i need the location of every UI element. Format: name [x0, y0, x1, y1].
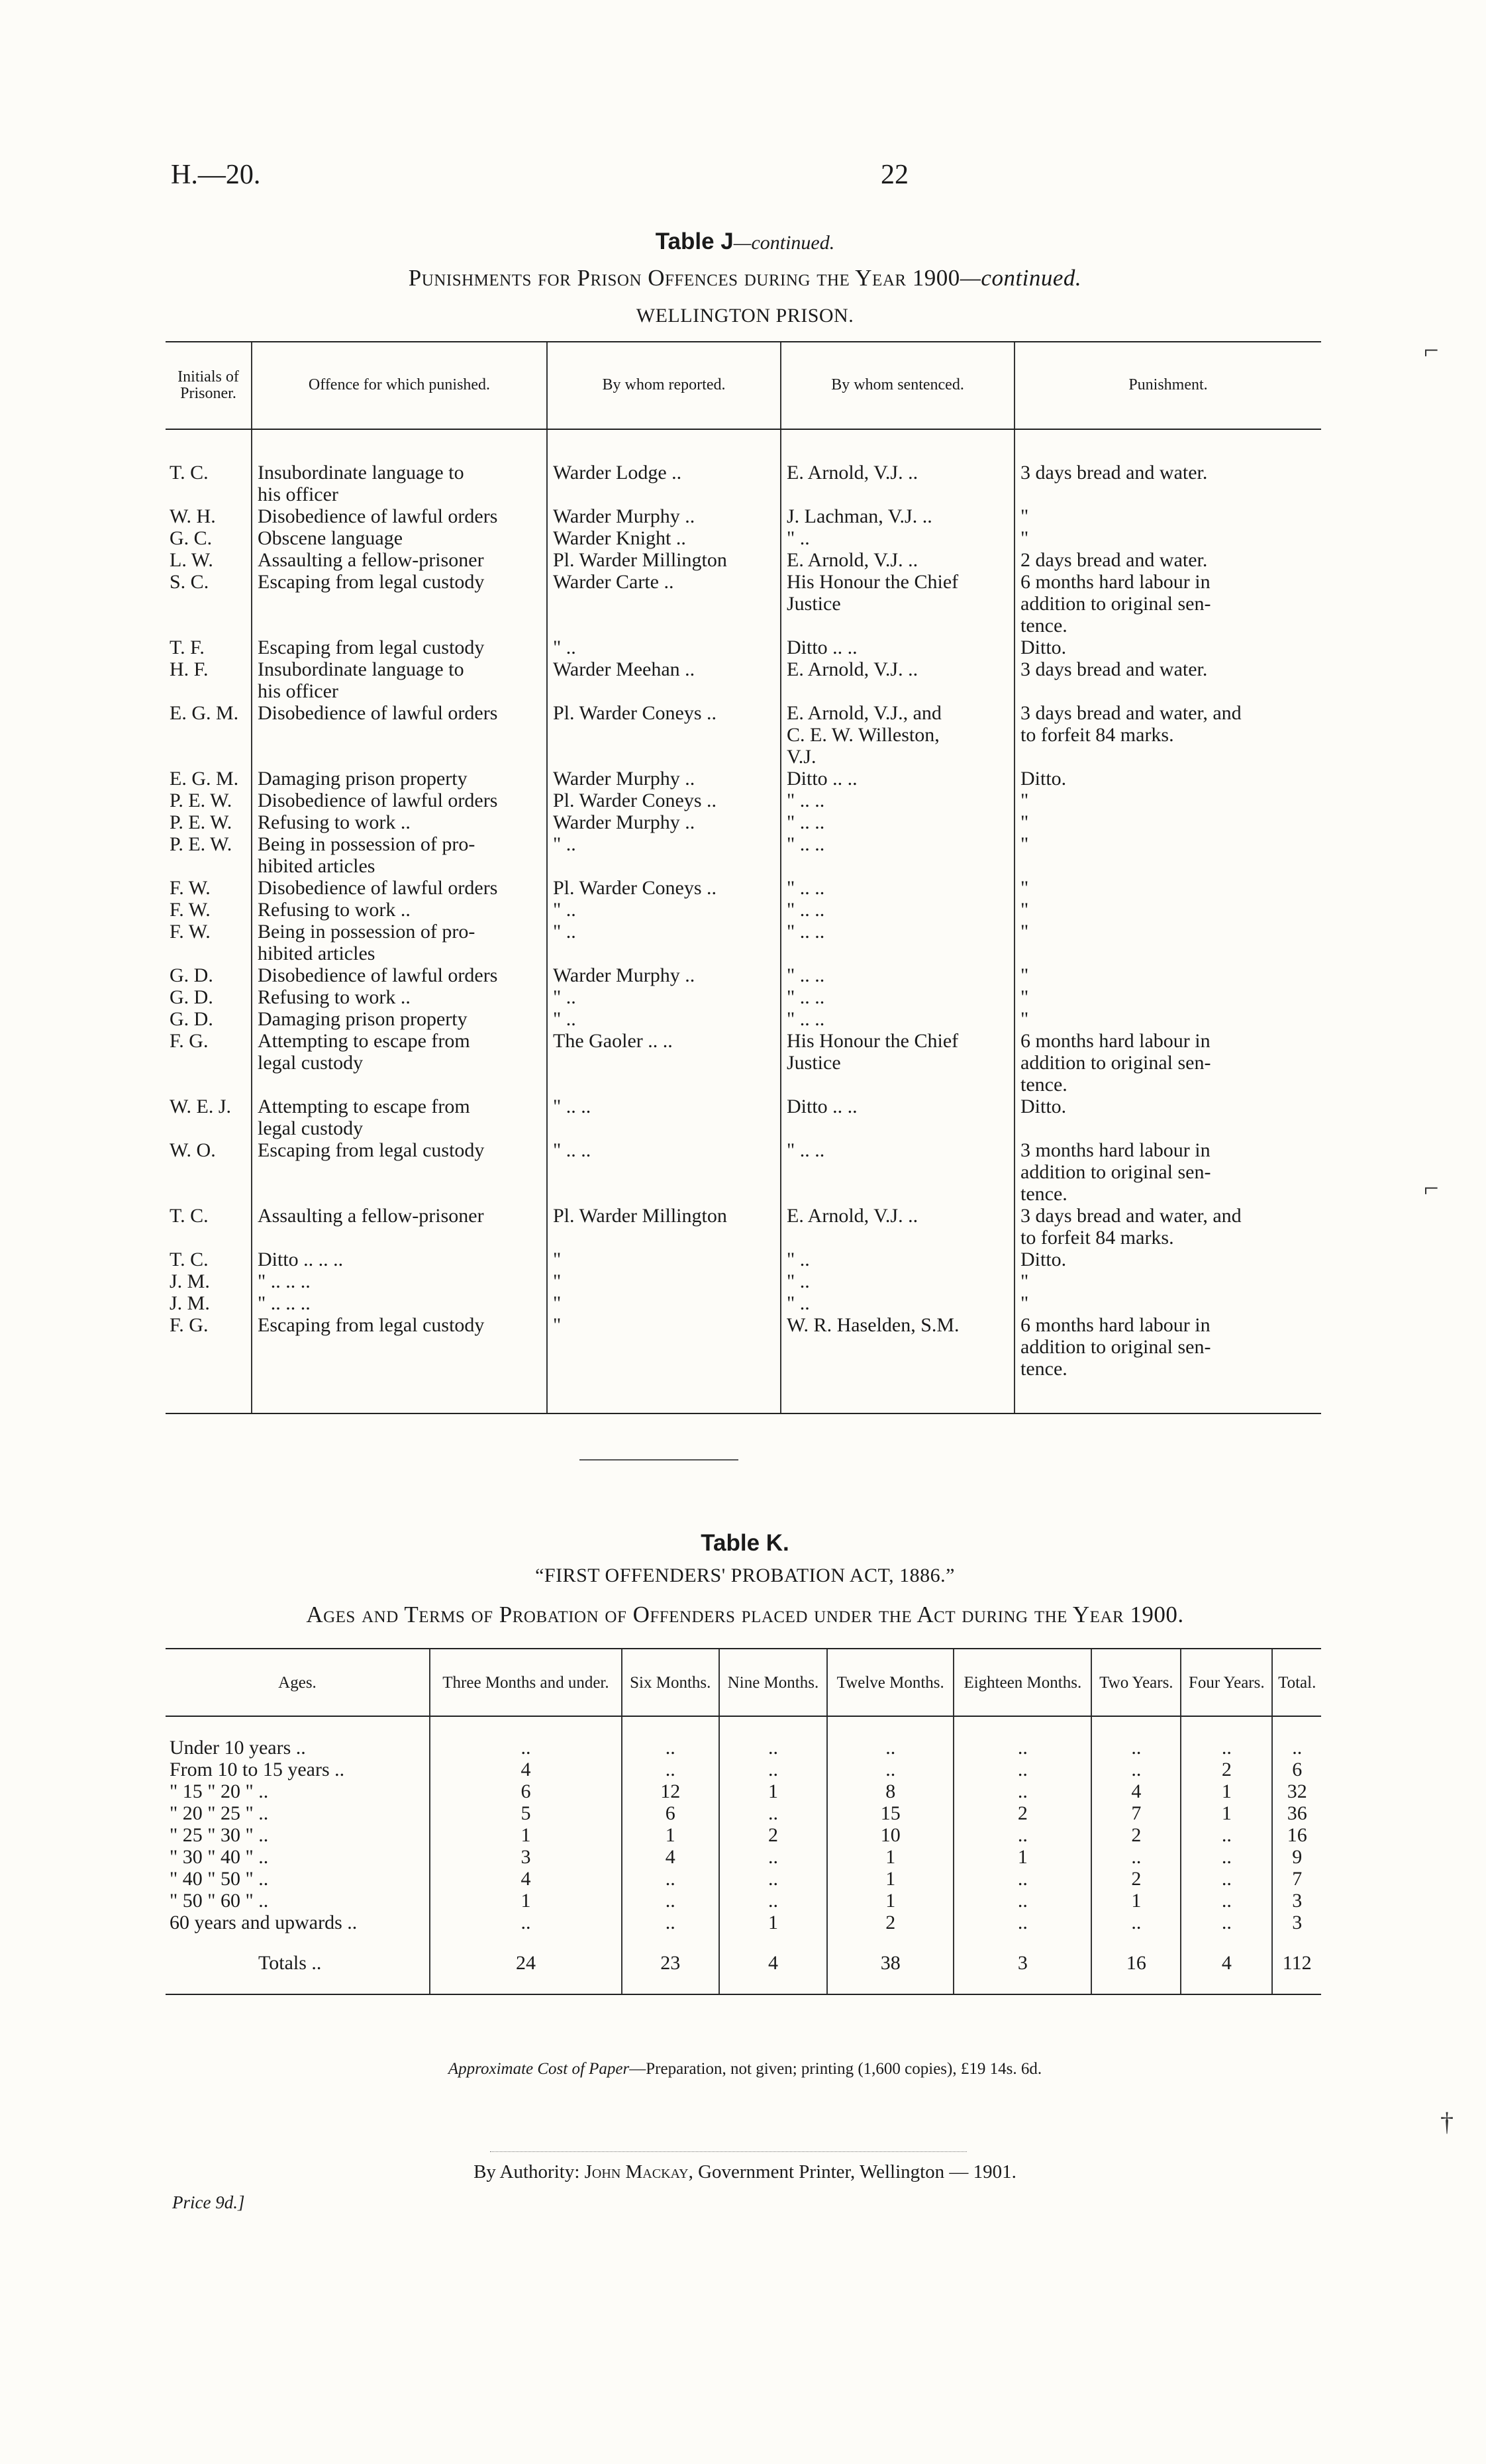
six-months-cell: .. [622, 1890, 719, 1912]
table-j-title-suffix: —continued. [733, 232, 835, 254]
three-months-cell: 1 [430, 1824, 622, 1846]
cost-label: Approximate Cost of Paper [448, 2060, 630, 2078]
total-cell: .. [1272, 1716, 1321, 1759]
col-punishment-header: Punishment. [1015, 342, 1321, 429]
six-months-cell: .. [622, 1912, 719, 1943]
eighteen-months-cell: 1 [954, 1846, 1091, 1868]
six-months-cell: 12 [622, 1780, 719, 1802]
three-months-cell: 6 [430, 1780, 622, 1802]
total-cell: 16 [1272, 1824, 1321, 1846]
two-years-cell: 1 [1091, 1890, 1181, 1912]
three-months-cell: 4 [430, 1868, 622, 1890]
six-months-cell: 23 [622, 1943, 719, 1994]
nine-months-cell: .. [719, 1846, 828, 1868]
authority-suffix: , Government Printer, Wellington — 1901. [688, 2161, 1016, 2182]
table-row [166, 1759, 1321, 1780]
document-code: H.—20. [171, 160, 261, 190]
table-k [166, 1648, 1321, 1995]
margin-mark: ⌐ [1424, 335, 1439, 365]
two-years-cell: .. [1091, 1759, 1181, 1780]
section-divider [579, 1459, 738, 1461]
table-j-title-text: Table J [655, 229, 734, 254]
printer-name: John Mackay [584, 2161, 689, 2182]
table-row [166, 1868, 1321, 1890]
nine-months-cell: 2 [719, 1824, 828, 1846]
cost-text: —Preparation, not given; printing (1,600 copies), £19 14s. 6d. [629, 2060, 1042, 2078]
act-title: “FIRST OFFENDERS' PROBATION ACT, 1886.” [535, 1565, 955, 1586]
col-six-months-header: Six Months. [622, 1649, 719, 1716]
twelve-months-cell: 8 [827, 1780, 954, 1802]
col-sentenced-header: By whom sentenced. [781, 342, 1015, 429]
table-row [166, 429, 1321, 1413]
table-j-header-row [166, 342, 1321, 429]
initials-cell: T. C. W. H. G. C. L. W. S. C. T. F. H. F. E. G. M. E. G. M. P. E. W. P. E. W. P. E. W. F. W. F. W. F. W. G. D. G. D. G. D. F. G. W. E. J. W. O. T. C. T. C. J. M. J. M. F. G. [166, 429, 252, 1413]
total-cell: 6 [1272, 1759, 1321, 1780]
four-years-cell: .. [1181, 1912, 1272, 1943]
twelve-months-cell: 1 [827, 1868, 954, 1890]
four-years-cell: 1 [1181, 1802, 1272, 1824]
table-k-title: Table K. [701, 1530, 789, 1556]
table-j [166, 341, 1321, 1414]
table-row [166, 1716, 1321, 1759]
four-years-cell: .. [1181, 1846, 1272, 1868]
total-cell: 32 [1272, 1780, 1321, 1802]
two-years-cell: .. [1091, 1716, 1181, 1759]
table-k-subtitle: Ages and Terms of Probation of Offenders placed under the Act during the Year 1900. [306, 1602, 1184, 1627]
table-j-body [166, 429, 1321, 1413]
two-years-cell: 4 [1091, 1780, 1181, 1802]
total-cell: 36 [1272, 1802, 1321, 1824]
twelve-months-cell: 10 [827, 1824, 954, 1846]
col-total-header: Total. [1272, 1649, 1321, 1716]
eighteen-months-cell: .. [954, 1868, 1091, 1890]
ages-cell: " 20 " 25 " .. [170, 1802, 269, 1824]
authority-prefix: By Authority: [473, 2161, 580, 2182]
table-k-header-row [166, 1649, 1321, 1716]
col-offence-header: Offence for which punished. [252, 342, 547, 429]
page-header [166, 159, 1324, 205]
eighteen-months-cell: 2 [954, 1802, 1091, 1824]
eighteen-months-cell: .. [954, 1890, 1091, 1912]
nine-months-cell: .. [719, 1890, 828, 1912]
table-j-title [166, 229, 1324, 255]
twelve-months-cell: 38 [827, 1943, 954, 1994]
reported-by-cell: Warder Lodge .. Warder Murphy .. Warder Knight .. Pl. Warder Millington Warder Carte .. " .. Warder Meehan .. Pl. Warder Coneys .. Warder Murphy .. Pl. Warder Coneys .. Warder Murphy .. " .. Pl. Warder Coneys .. " .. " .. Warder Murphy .. " .. " .. The Gaoler .. .. " .. .. " .. .. Pl. Warder Millington " " " " [547, 429, 781, 1413]
eighteen-months-cell: .. [954, 1780, 1091, 1802]
table-row [166, 1824, 1321, 1846]
table-k-body [166, 1716, 1321, 1994]
twelve-months-cell: 1 [827, 1890, 954, 1912]
eighteen-months-cell: .. [954, 1716, 1091, 1759]
eighteen-months-cell: .. [954, 1759, 1091, 1780]
punishment-cell: 3 days bread and water. " " 2 days bread and water. 6 months hard labour in addition to original sen- tence. Ditto. 3 days bread and water. 3 days bread and water, and to forfeit 84 marks. Ditto. " " " " " " " " " 6 months hard labour in addition to original sen- tence. Ditto. 3 months hard labour in addition to original sen- tence. 3 days bread and water, and to forfeit 84 marks. Ditto. " " 6 months hard labour in addition to original sen- tence. [1015, 429, 1321, 1413]
col-three-months-header: Three Months and under. [430, 1649, 622, 1716]
twelve-months-cell: 2 [827, 1912, 954, 1943]
margin-mark: † [1440, 2107, 1454, 2137]
total-cell: 112 [1272, 1943, 1321, 1994]
two-years-cell: 2 [1091, 1824, 1181, 1846]
ages-cell: " 15 " 20 " .. [170, 1780, 269, 1802]
two-years-cell: .. [1091, 1846, 1181, 1868]
eighteen-months-cell: .. [954, 1912, 1091, 1943]
three-months-cell: 3 [430, 1846, 622, 1868]
cost-note [166, 2060, 1324, 2079]
twelve-months-cell: 1 [827, 1846, 954, 1868]
authority-rule [490, 2151, 967, 2152]
nine-months-cell: .. [719, 1868, 828, 1890]
three-months-cell: 4 [430, 1759, 622, 1780]
col-four-years-header: Four Years. [1181, 1649, 1272, 1716]
margin-mark: ⌐ [1424, 1173, 1439, 1203]
two-years-cell: 16 [1091, 1943, 1181, 1994]
nine-months-cell: .. [719, 1802, 828, 1824]
nine-months-cell: .. [719, 1716, 828, 1759]
three-months-cell: .. [430, 1716, 622, 1759]
six-months-cell: 1 [622, 1824, 719, 1846]
table-j-subtitle [166, 265, 1324, 291]
table-j-subtitle-suffix: —continued. [960, 265, 1082, 291]
total-cell: 7 [1272, 1868, 1321, 1890]
col-twelve-months-header: Twelve Months. [827, 1649, 954, 1716]
ages-cell: " 50 " 60 " .. [170, 1890, 269, 1912]
four-years-cell: .. [1181, 1824, 1272, 1846]
twelve-months-cell: 15 [827, 1802, 954, 1824]
eighteen-months-cell: .. [954, 1824, 1091, 1846]
page-number: 22 [881, 160, 909, 190]
totals-label: Totals .. [166, 1943, 430, 1994]
ages-cell: " 25 " 30 " .. [170, 1824, 269, 1846]
col-eighteen-months-header: Eighteen Months. [954, 1649, 1091, 1716]
two-years-cell: 2 [1091, 1868, 1181, 1890]
col-nine-months-header: Nine Months. [719, 1649, 828, 1716]
eighteen-months-cell: 3 [954, 1943, 1091, 1994]
table-row [166, 1890, 1321, 1912]
six-months-cell: 4 [622, 1846, 719, 1868]
twelve-months-cell: .. [827, 1716, 954, 1759]
col-ages-header: Ages. [166, 1649, 430, 1716]
two-years-cell: .. [1091, 1912, 1181, 1943]
four-years-cell: .. [1181, 1868, 1272, 1890]
table-row [166, 1780, 1321, 1802]
six-months-cell: .. [622, 1716, 719, 1759]
nine-months-cell: 1 [719, 1780, 828, 1802]
table-row [166, 1802, 1321, 1824]
price: Price 9d.] [172, 2192, 245, 2212]
ages-cell: Under 10 years .. [170, 1737, 306, 1759]
total-cell: 3 [1272, 1890, 1321, 1912]
authority-line [166, 2161, 1324, 2183]
ages-cell: 60 years and upwards .. [170, 1912, 358, 1933]
ages-cell: From 10 to 15 years .. [170, 1759, 345, 1780]
totals-row [166, 1943, 1321, 1994]
three-months-cell: 24 [430, 1943, 622, 1994]
six-months-cell: .. [622, 1759, 719, 1780]
offence-cell: Insubordinate language to his officer Disobedience of lawful orders Obscene language Assaulting a fellow-prisoner Escaping from legal custody Escaping from legal custody Insubordinate language to his officer Disobedience of lawful orders Damaging prison property Disobedience of lawful orders Refusing to work .. Being in possession of pro- hibited articles Disobedience of lawful orders Refusing to work .. Being in possession of pro- hibited articles Disobedience of lawful orders Refusing to work .. Damaging prison property Attempting to escape from legal custody Attempting to escape from legal custody Escaping from legal custody Assaulting a fellow-prisoner Ditto .. .. .. " .. .. .. " .. .. .. Escaping from legal custody [252, 429, 547, 1413]
six-months-cell: 6 [622, 1802, 719, 1824]
four-years-cell: 2 [1181, 1759, 1272, 1780]
three-months-cell: .. [430, 1912, 622, 1943]
four-years-cell: .. [1181, 1716, 1272, 1759]
prison-name: WELLINGTON PRISON. [636, 305, 854, 327]
sentenced-by-cell: E. Arnold, V.J. .. J. Lachman, V.J. .. " .. E. Arnold, V.J. .. His Honour the Chief Justice Ditto .. .. E. Arnold, V.J. .. E. Arnold, V.J., and C. E. W. Willeston, V.J. Ditto .. .. " .. .. " .. .. " .. .. " .. .. " .. .. " .. .. " .. .. " .. .. " .. .. His Honour the Chief Justice Ditto .. .. " .. .. E. Arnold, V.J. .. " .. " .. " .. W. R. Haselden, S.M. [781, 429, 1015, 1413]
total-cell: 9 [1272, 1846, 1321, 1868]
four-years-cell: .. [1181, 1890, 1272, 1912]
two-years-cell: 7 [1091, 1802, 1181, 1824]
four-years-cell: 4 [1181, 1943, 1272, 1994]
table-row [166, 1846, 1321, 1868]
nine-months-cell: 4 [719, 1943, 828, 1994]
three-months-cell: 5 [430, 1802, 622, 1824]
col-initials-header: Initials of Prisoner. [166, 342, 252, 429]
table-j-subtitle-text: Punishments for Prison Offences during the Year 1900 [408, 265, 960, 291]
ages-cell: " 30 " 40 " .. [170, 1846, 269, 1868]
col-reported-header: By whom reported. [547, 342, 781, 429]
four-years-cell: 1 [1181, 1780, 1272, 1802]
nine-months-cell: .. [719, 1759, 828, 1780]
three-months-cell: 1 [430, 1890, 622, 1912]
table-row [166, 1912, 1321, 1943]
six-months-cell: .. [622, 1868, 719, 1890]
ages-cell: " 40 " 50 " .. [170, 1868, 269, 1890]
col-two-years-header: Two Years. [1091, 1649, 1181, 1716]
total-cell: 3 [1272, 1912, 1321, 1943]
twelve-months-cell: .. [827, 1759, 954, 1780]
nine-months-cell: 1 [719, 1912, 828, 1943]
